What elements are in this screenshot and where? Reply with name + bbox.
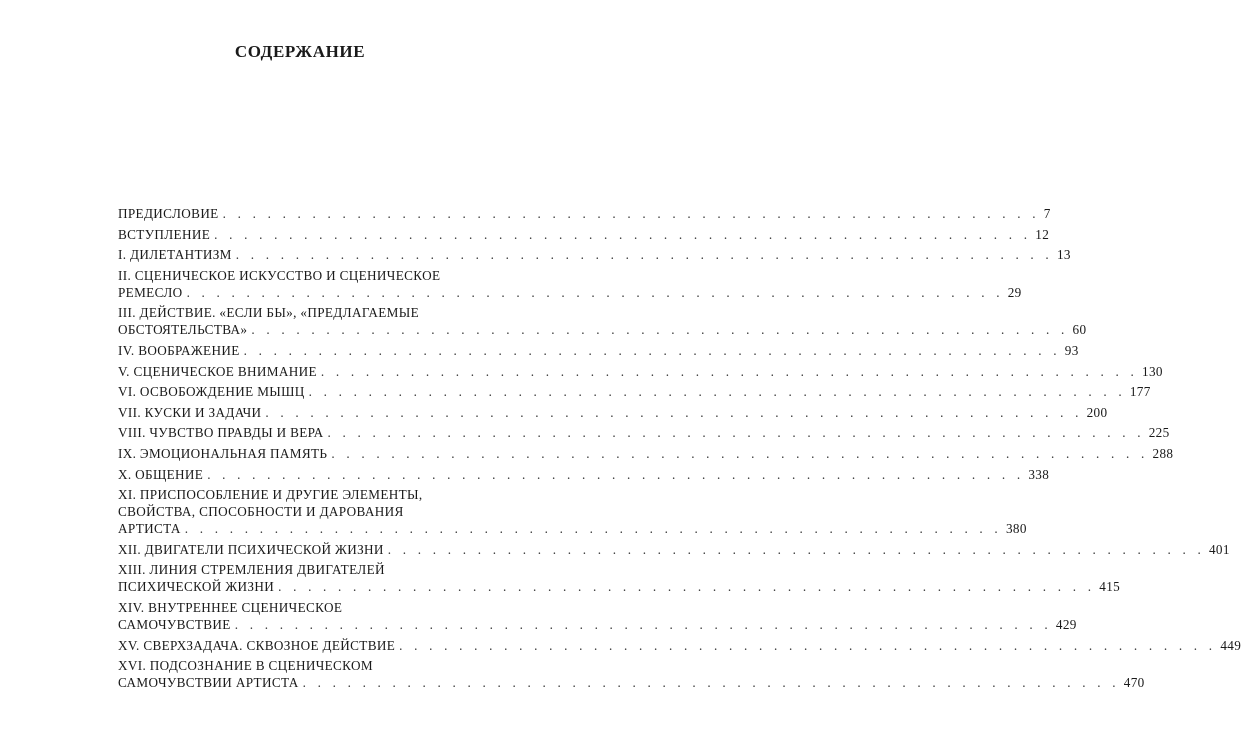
page-number: 29: [1007, 284, 1022, 300]
toc-entry-title-line: ПРЕДИСЛОВИЕ: [118, 206, 219, 221]
page-number: 130: [1142, 363, 1163, 379]
toc-entry-row: [118, 445, 1174, 462]
toc-entry-title-line: XIII. ЛИНИЯ СТРЕМЛЕНИЯ ДВИГАТЕЛЕЙ: [118, 562, 385, 578]
dot-leader: . . . . . . . . . . . . . . . . . . . . . . . . . . . . . . . . . . . . . . . . . . . . . . . . . . . . . . .: [235, 247, 1053, 263]
page-number: 429: [1055, 616, 1077, 632]
page-number: 449: [1220, 637, 1241, 653]
toc-entry: [118, 445, 1174, 462]
dot-leader: . . . . . . . . . . . . . . . . . . . . . . . . . . . . . . . . . . . . . . . . . . . . . . . . . . . . . . .: [320, 363, 1139, 379]
page-number: 177: [1129, 384, 1151, 400]
toc-entry: [118, 561, 1121, 595]
toc-entry: [118, 404, 1108, 421]
toc-entry-row: [118, 205, 1051, 222]
toc-entry-row: [118, 246, 1071, 263]
dot-leader: . . . . . . . . . . . . . . . . . . . . . . . . . . . . . . . . . . . . . . . . . . . . . . . . . . . . . . .: [251, 322, 1069, 338]
table-of-contents: [118, 205, 1241, 695]
toc-entry-row: [118, 284, 1022, 301]
dot-leader: . . . . . . . . . . . . . . . . . . . . . . . . . . . . . . . . . . . . . . . . . . . . . . . . . . . . . . .: [243, 342, 1061, 358]
dot-leader: . . . . . . . . . . . . . . . . . . . . . . . . . . . . . . . . . . . . . . . . . . . . . . . . . . . . . . .: [184, 521, 1002, 537]
toc-entry-row: [118, 404, 1108, 421]
toc-entry-title-line: ВСТУПЛЕНИЕ: [118, 226, 211, 242]
dot-leader: . . . . . . . . . . . . . . . . . . . . . . . . . . . . . . . . . . . . . . . . . . . . . . . . . . . . . . .: [222, 206, 1040, 221]
page-number: 288: [1152, 445, 1174, 461]
toc-entry-title-line: III. ДЕЙСТВИЕ. «ЕСЛИ БЫ», «ПРЕДЛАГАЕМЫЕ: [118, 305, 419, 321]
toc-entry: [118, 363, 1163, 380]
toc-entry-title-line: СВОЙСТВА, СПОСОБНОСТИ И ДАРОВАНИЯ: [118, 504, 404, 520]
toc-entry-title-line: XI. ПРИСПОСОБЛЕНИЕ И ДРУГИЕ ЭЛЕМЕНТЫ,: [118, 487, 423, 503]
toc-entry-row: [118, 674, 1145, 691]
toc-entry: [118, 383, 1151, 400]
page-number: 380: [1005, 521, 1027, 537]
toc-entry: [118, 226, 1050, 243]
page-number: 401: [1208, 541, 1230, 557]
toc-entry-title-line: ОБСТОЯТЕЛЬСТВА»: [118, 322, 248, 338]
toc-entry-row: [118, 578, 1121, 595]
toc-entry-title-line: II. СЦЕНИЧЕСКОЕ ИСКУССТВО И СЦЕНИЧЕСКОЕ: [118, 267, 441, 283]
toc-entry-title-line: РЕМЕСЛО: [118, 284, 183, 300]
toc-entry-row: [118, 363, 1163, 380]
toc-entry: [118, 342, 1079, 359]
page-number: 12: [1035, 226, 1050, 242]
toc-entry-title-line: ПСИХИЧЕСКОЙ ЖИЗНИ: [118, 579, 275, 595]
toc-entry-title-line: VI. ОСВОБОЖДЕНИЕ МЫШЦ: [118, 384, 305, 400]
toc-entry-title-line: САМОЧУВСТВИИ АРТИСТА: [118, 675, 299, 691]
toc-entry: [118, 246, 1071, 263]
toc-entry: [118, 541, 1230, 558]
toc-entry: [118, 599, 1077, 633]
page-number: 225: [1148, 425, 1170, 441]
toc-entry: [118, 267, 1022, 301]
toc-entry-row: [118, 424, 1170, 441]
toc-entry-row: [118, 616, 1077, 633]
toc-entry-row: [118, 383, 1151, 400]
toc-entry-title-line: XVI. ПОДСОЗНАНИЕ В СЦЕНИЧЕСКОМ: [118, 658, 373, 674]
dot-leader: . . . . . . . . . . . . . . . . . . . . . . . . . . . . . . . . . . . . . . . . . . . . . . . . . . . . . . .: [331, 445, 1149, 461]
toc-entry: [118, 486, 1027, 537]
toc-entry-title-line: АРТИСТА: [118, 521, 181, 537]
dot-leader: . . . . . . . . . . . . . . . . . . . . . . . . . . . . . . . . . . . . . . . . . . . . . . . . . . . . . . .: [308, 384, 1126, 400]
toc-entry-title-line: VII. КУСКИ И ЗАДАЧИ: [118, 404, 262, 420]
page-number: 338: [1028, 466, 1050, 482]
dot-leader: . . . . . . . . . . . . . . . . . . . . . . . . . . . . . . . . . . . . . . . . . . . . . . . . . . . . . . .: [234, 616, 1052, 632]
toc-entry: [118, 304, 1087, 338]
toc-entry-title-line: XIV. ВНУТРЕННЕЕ СЦЕНИЧЕСКОЕ: [118, 599, 343, 615]
page-title: СОДЕРЖАНИЕ: [234, 42, 366, 61]
dot-leader: . . . . . . . . . . . . . . . . . . . . . . . . . . . . . . . . . . . . . . . . . . . . . . . . . . . . . . .: [265, 404, 1083, 420]
dot-leader: . . . . . . . . . . . . . . . . . . . . . . . . . . . . . . . . . . . . . . . . . . . . . . . . . . . . . . .: [186, 284, 1004, 300]
page-number: 60: [1072, 322, 1087, 338]
toc-entry-title-line: X. ОБЩЕНИЕ: [118, 466, 204, 482]
toc-entry: [118, 466, 1050, 483]
dot-leader: . . . . . . . . . . . . . . . . . . . . . . . . . . . . . . . . . . . . . . . . . . . . . . . . . . . . . . .: [278, 579, 1096, 595]
dot-leader: . . . . . . . . . . . . . . . . . . . . . . . . . . . . . . . . . . . . . . . . . . . . . . . . . . . . . . .: [399, 637, 1217, 653]
toc-entry-row: [118, 226, 1050, 243]
toc-entry-title-line: IV. ВООБРАЖЕНИЕ: [118, 342, 240, 358]
toc-entry-row: [118, 342, 1079, 359]
toc-entry-title-line: I. ДИЛЕТАНТИЗМ: [118, 247, 232, 263]
toc-entry: [118, 637, 1241, 654]
toc-entry-title-line: XII. ДВИГАТЕЛИ ПСИХИЧЕСКОЙ ЖИЗНИ: [118, 541, 384, 557]
page-number: 470: [1123, 675, 1145, 691]
toc-entry-title-line: IX. ЭМОЦИОНАЛЬНАЯ ПАМЯТЬ: [118, 445, 328, 461]
dot-leader: . . . . . . . . . . . . . . . . . . . . . . . . . . . . . . . . . . . . . . . . . . . . . . . . . . . . . . .: [327, 425, 1145, 441]
dot-leader: . . . . . . . . . . . . . . . . . . . . . . . . . . . . . . . . . . . . . . . . . . . . . . . . . . . . . . .: [207, 466, 1025, 482]
page-number: 7: [1043, 206, 1051, 221]
toc-entry-title-line: САМОЧУВСТВИЕ: [118, 616, 231, 632]
page-number: 93: [1064, 342, 1079, 358]
dot-leader: . . . . . . . . . . . . . . . . . . . . . . . . . . . . . . . . . . . . . . . . . . . . . . . . . . . . . . .: [387, 541, 1205, 557]
toc-entry-title-line: V. СЦЕНИЧЕСКОЕ ВНИМАНИЕ: [118, 363, 317, 379]
page-number: 13: [1056, 247, 1071, 263]
toc-entry-row: [118, 637, 1241, 654]
toc-entry: [118, 657, 1145, 691]
toc-entry-row: [118, 541, 1230, 558]
toc-entry: [118, 205, 1051, 222]
toc-entry-title-line: VIII. ЧУВСТВО ПРАВДЫ И ВЕРА: [118, 425, 324, 441]
toc-entry-row: [118, 520, 1027, 537]
page-number: 415: [1099, 579, 1121, 595]
dot-leader: . . . . . . . . . . . . . . . . . . . . . . . . . . . . . . . . . . . . . . . . . . . . . . . . . . . . . . .: [214, 226, 1032, 242]
dot-leader: . . . . . . . . . . . . . . . . . . . . . . . . . . . . . . . . . . . . . . . . . . . . . . . . . . . . . . .: [302, 675, 1120, 691]
toc-entry-title-line: XV. СВЕРХЗАДАЧА. СКВОЗНОЕ ДЕЙСТВИЕ: [118, 637, 396, 653]
toc-entry: [118, 424, 1170, 441]
toc-entry-row: [118, 321, 1087, 338]
page-number: 200: [1086, 404, 1108, 420]
toc-entry-row: [118, 466, 1050, 483]
